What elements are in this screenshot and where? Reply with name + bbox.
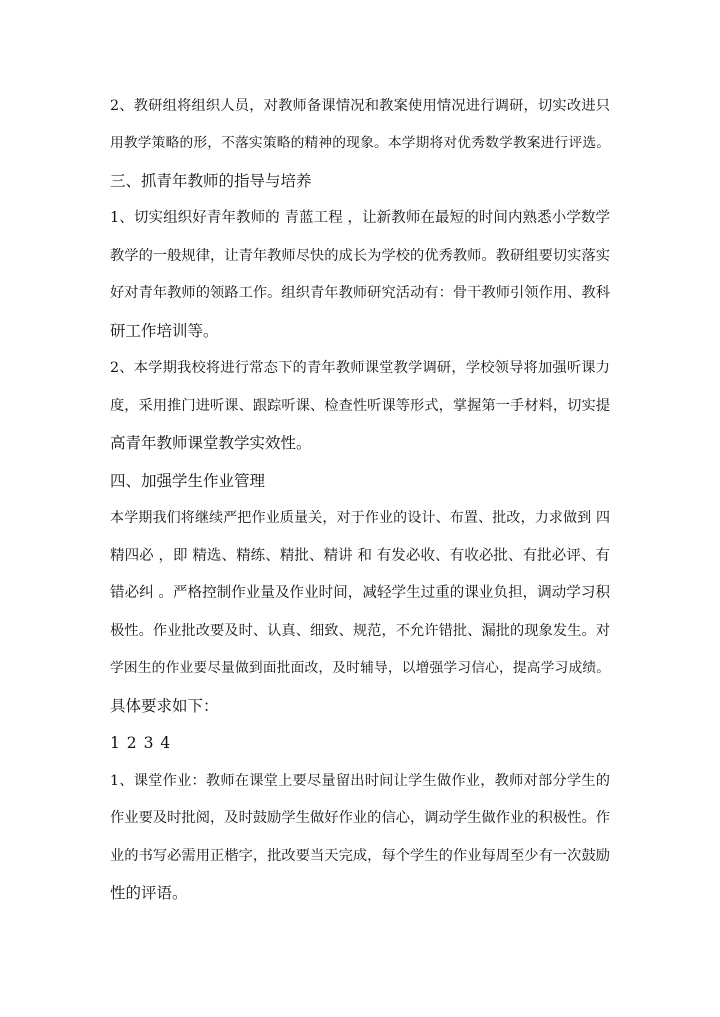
text-line: 高青年教师课堂教学实效性。 (110, 434, 312, 452)
text-line: 教学的一般规律，让青年教师尽快的成长为学校的优秀教师。教研组要切实落实 (110, 248, 610, 264)
text-line: 本学期我们将继续严把作业质量关，对于作业的设计、布置、批改，力求做到 四 (110, 510, 610, 526)
text-line: 性的评语。 (110, 884, 188, 902)
text-line: 具体要求如下： (110, 697, 219, 715)
text-line: 1、课堂作业：教师在课堂上要尽量留出时间让学生做作业，教师对部分学生的 (110, 773, 610, 789)
text-line: 错必纠 。严格控制作业量及作业时间，减轻学生过重的课业负担，调动学习积 (110, 585, 610, 601)
text-line: 好对青年教师的领路工作。组织青年教师研究活动有：骨干教师引领作用、教科 (110, 285, 610, 301)
text-line: 2、教研组将组织人员，对教师备课情况和教案使用情况进行调研，切实改进只 (110, 98, 610, 114)
text-line: 用教学策略的形，不落实策略的精神的现象。本学期将对优秀数学教案进行评选。 (110, 135, 610, 151)
text-line: 2、本学期我校将进行常态下的青年教师课堂教学调研，学校领导将加强听课力 (110, 360, 610, 376)
text-line: 度，采用推门进听课、跟踪听课、检查性听课等形式，掌握第一手材料，切实提 (110, 398, 610, 414)
section-heading: 四、加强学生作业管理 (110, 472, 266, 490)
section-heading: 三、抓青年教师的指导与培养 (110, 172, 312, 190)
text-line: 作业要及时批阅，及时鼓励学生做好作业的信心，调动学生做作业的积极性。作 (110, 810, 610, 826)
text-line: 研工作培训等。 (110, 322, 219, 340)
text-line: 极性。作业批改要及时、认真、细致、规范，不允许错批、漏批的现象发生。对 (110, 623, 610, 639)
text-line: 精四必 ，即 精选、精练、精批、精讲 和 有发必收、有收必批、有批必评、有 (110, 548, 610, 564)
text-line: 1 2 3 4 (110, 734, 172, 752)
text-line: 1、切实组织好青年教师的 青蓝工程 ，让新教师在最短的时间内熟悉小学数学 (110, 210, 610, 226)
text-line: 业的书写必需用正楷字，批改要当天完成，每个学生的作业每周至少有一次鼓励 (110, 848, 610, 864)
text-line: 学困生的作业要尽量做到面批面改，及时辅导，以增强学习信心，提高学习成绩。 (110, 660, 610, 676)
